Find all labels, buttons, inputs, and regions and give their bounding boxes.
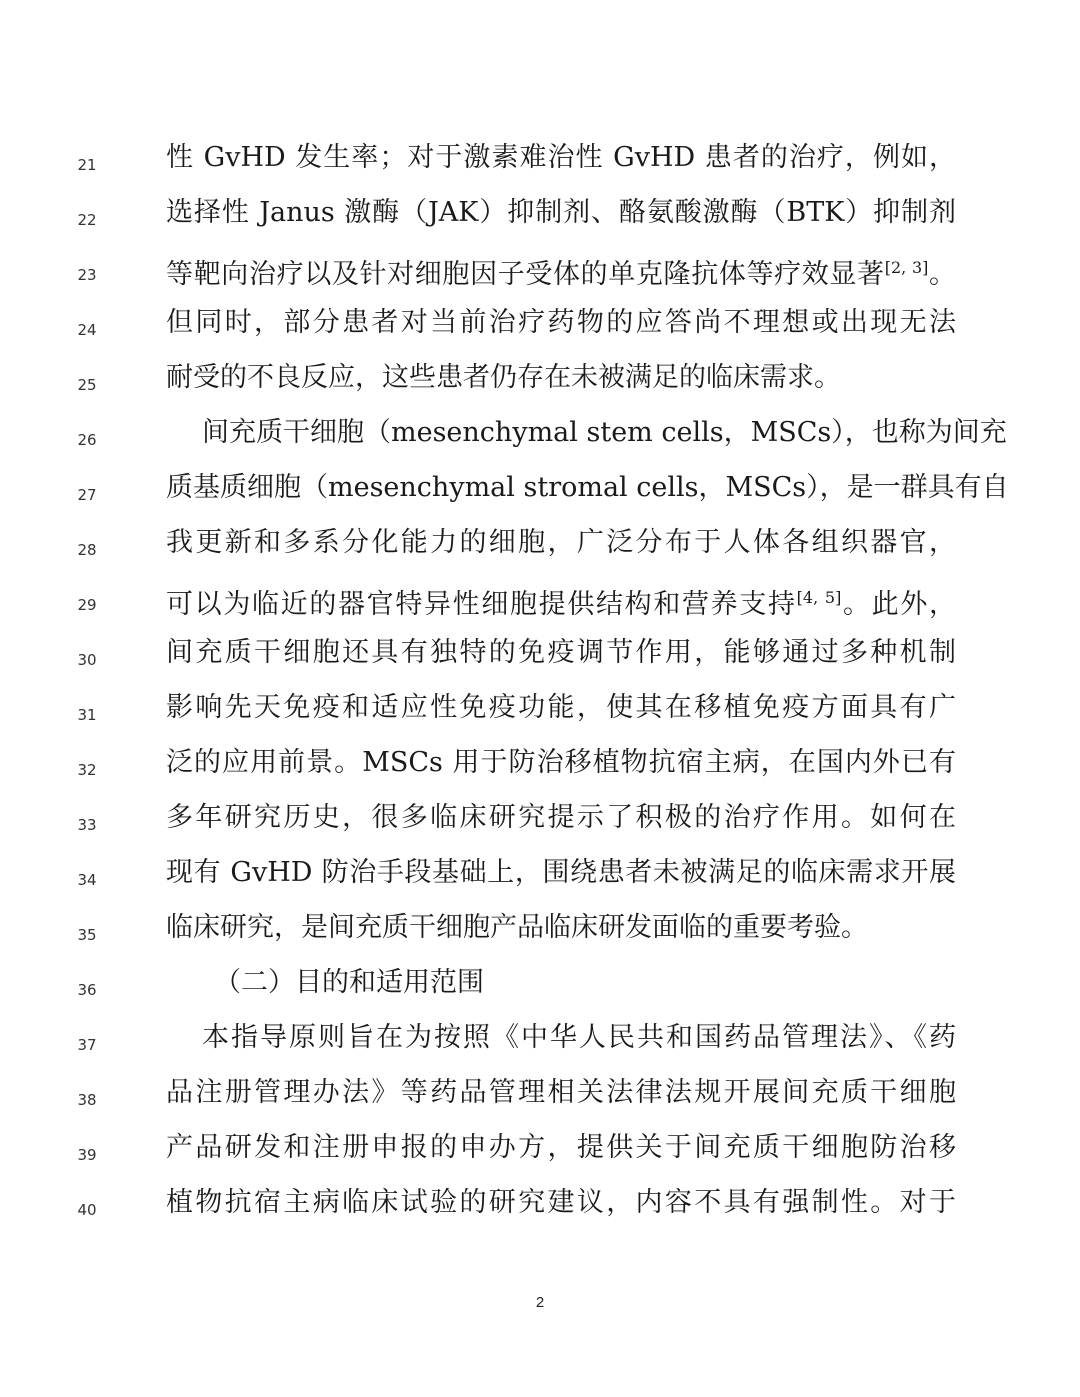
citation-marker: [4, 5] — [796, 588, 842, 607]
line-number: 24 — [77, 321, 97, 339]
line-number: 26 — [77, 431, 97, 449]
document-line — [0, 1128, 1080, 1183]
line-number: 32 — [77, 761, 97, 779]
line-text: 质基质细胞（mesenchymal stromal cells，MSCs），是一群具有自 — [166, 472, 1009, 503]
document-line — [0, 743, 1080, 798]
line-text: 间充质干细胞（mesenchymal stem cells，MSCs），也称为间充 — [202, 417, 1007, 448]
document-line — [0, 468, 1080, 523]
document-line — [0, 688, 1080, 743]
line-number: 40 — [77, 1201, 97, 1219]
line-text: 等靶向治疗以及针对细胞因子受体的单克隆抗体等疗效显著[2, 3]。 — [166, 258, 957, 290]
document-line — [0, 303, 1080, 358]
document-line — [0, 248, 1080, 303]
line-number: 34 — [77, 871, 97, 889]
line-number: 27 — [77, 486, 97, 504]
line-text: 可以为临近的器官特异性细胞提供结构和营养支持[4, 5]。此外， — [166, 588, 957, 620]
line-text: 本指导原则旨在为按照《中华人民共和国药品管理法》、《药 — [202, 1022, 956, 1053]
document-line — [0, 908, 1080, 963]
line-text: 我更新和多系分化能力的细胞，广泛分布于人体各组织器官， — [166, 527, 956, 558]
line-text: 影响先天免疫和适应性免疫功能，使其在移植免疫方面具有广 — [166, 692, 956, 723]
document-line — [0, 1183, 1080, 1238]
line-number: 39 — [77, 1146, 97, 1164]
page-number: 2 — [535, 1294, 545, 1311]
line-text: 耐受的不良反应，这些患者仍存在未被满足的临床需求。 — [166, 362, 841, 393]
line-number: 31 — [77, 706, 97, 724]
line-text: 泛的应用前景。MSCs 用于防治移植物抗宿主病，在国内外已有 — [166, 747, 956, 778]
line-text: 性 GvHD 发生率；对于激素难治性 GvHD 患者的治疗，例如， — [166, 142, 956, 173]
document-line — [0, 358, 1080, 413]
line-text: 但同时，部分患者对当前治疗药物的应答尚不理想或出现无法 — [166, 307, 956, 338]
line-text: 产品研发和注册申报的申办方，提供关于间充质干细胞防治移 — [166, 1132, 956, 1163]
line-number: 30 — [77, 651, 97, 669]
line-number: 29 — [77, 596, 97, 614]
line-text: 植物抗宿主病临床试验的研究建议，内容不具有强制性。对于 — [166, 1187, 956, 1218]
line-text: 临床研究，是间充质干细胞产品临床研发面临的重要考验。 — [166, 912, 868, 943]
document-line — [0, 1073, 1080, 1128]
document-line — [0, 138, 1080, 193]
document-line — [0, 193, 1080, 248]
document-line — [0, 578, 1080, 633]
section-heading: （二）目的和适用范围 — [214, 967, 484, 998]
line-text: 间充质干细胞还具有独特的免疫调节作用，能够通过多种机制 — [166, 637, 956, 668]
line-number: 28 — [77, 541, 97, 559]
line-number: 33 — [77, 816, 97, 834]
line-number: 21 — [77, 156, 97, 174]
line-text: 多年研究历史，很多临床研究提示了积极的治疗作用。如何在 — [166, 802, 956, 833]
line-number: 23 — [77, 266, 97, 284]
citation-marker: [2, 3] — [884, 258, 929, 277]
line-number: 38 — [77, 1091, 97, 1109]
line-number: 25 — [77, 376, 97, 394]
line-text: 品注册管理办法》等药品管理相关法律法规开展间充质干细胞 — [166, 1077, 956, 1108]
document-line — [0, 853, 1080, 908]
document-line — [0, 413, 1080, 468]
line-number: 22 — [77, 211, 97, 229]
line-number: 35 — [77, 926, 97, 944]
document-line — [0, 1018, 1080, 1073]
document-line — [0, 798, 1080, 853]
document-line — [0, 633, 1080, 688]
line-number: 36 — [77, 981, 97, 999]
document-line — [0, 523, 1080, 578]
line-text: 现有 GvHD 防治手段基础上，围绕患者未被满足的临床需求开展 — [166, 857, 956, 888]
line-number: 37 — [77, 1036, 97, 1054]
line-text: 选择性 Janus 激酶（JAK）抑制剂、酪氨酸激酶（BTK）抑制剂 — [166, 197, 956, 228]
document-line — [0, 963, 1080, 1018]
